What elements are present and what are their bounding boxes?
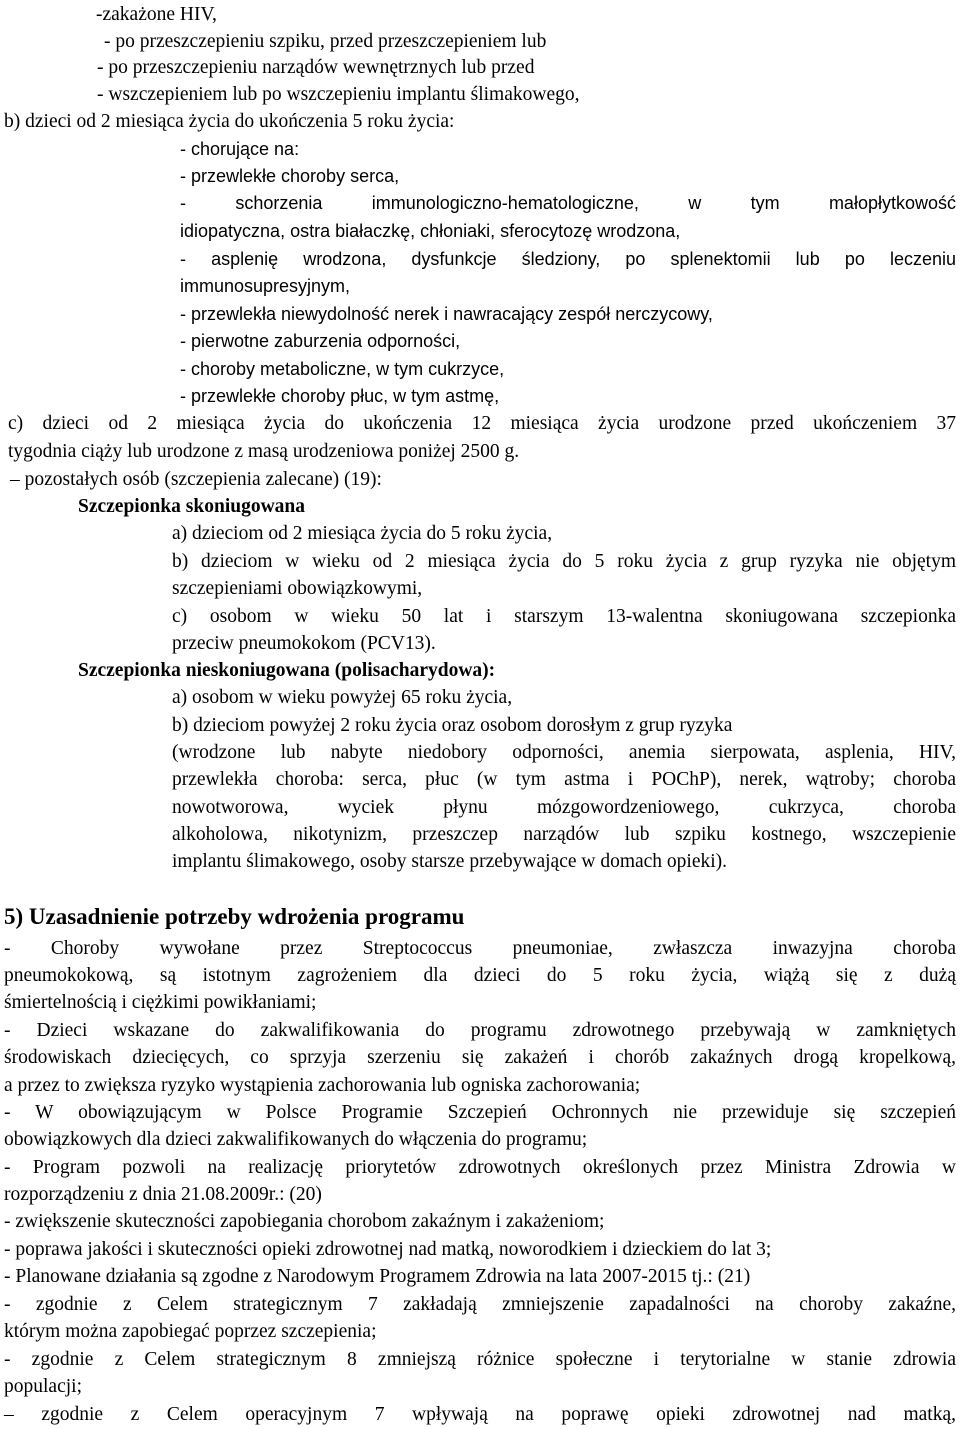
text-line: pneumokokową, są istotnym zagrożeniem dla dzieci do 5 roku życia, wiążą się z dużą xyxy=(4,965,956,986)
text-line: śmiertelnością i ciężkimi powikłaniami; xyxy=(4,992,317,1013)
text-line: - W obowiązującym w Polsce Programie Szczepień Ochronnych nie przewiduje się szczepień xyxy=(4,1102,956,1123)
text-line: - po przeszczepieniu narządów wewnętrznych lub przed xyxy=(97,57,535,78)
text-line: a przez to zwiększa ryzyko wystąpienia zachorowania lub ogniska zachorowania; xyxy=(4,1075,641,1096)
text-line: tygodnia ciąży lub urodzone z masą urodzeniowa poniżej 2500 g. xyxy=(8,441,520,462)
text-line: alkoholowa, nikotynizm, przeszczep narządów lub szpiku kostnego, wszczepienie xyxy=(172,824,956,845)
text-line: a) osobom w wieku powyżej 65 roku życia, xyxy=(172,687,513,708)
text-line: - pierwotne zaburzenia odporności, xyxy=(180,331,461,351)
text-line: c) osobom w wieku 50 lat i starszym 13-walentna skoniugowana szczepionka xyxy=(172,606,956,627)
text-line: idiopatyczna, ostra białaczkę, chłoniaki, sferocytozę wrodzona, xyxy=(180,221,681,241)
text-line: rozporządzeniu z dnia 21.08.2009r.: (20) xyxy=(4,1184,322,1205)
text-line: - zgodnie z Celem strategicznym 8 zmniejszą różnice społeczne i terytorialne w stanie zdrowia xyxy=(4,1349,956,1370)
text-line: - asplenię wrodzona, dysfunkcje śledziony, po splenektomii lub po leczeniu xyxy=(180,249,956,269)
text-line: b) dzieciom powyżej 2 roku życia oraz osobom dorosłym z grup ryzyka xyxy=(172,715,733,736)
text-line: obowiązkowych dla dzieci zakwalifikowanych do włączenia do programu; xyxy=(4,1129,588,1150)
text-line: - Choroby wywołane przez Streptococcus pneumoniae, zwłaszcza inwazyjna choroba xyxy=(4,938,956,959)
text-line: b) dzieci od 2 miesiąca życia do ukończenia 5 roku życia: xyxy=(4,111,455,132)
text-line: - schorzenia immunologiczno-hematologiczne, w tym małopłytkowość xyxy=(180,193,956,213)
text-line: immunosupresyjnym, xyxy=(180,276,351,296)
text-line: - Program pozwoli na realizację priorytetów zdrowotnych określonych przez Ministra Zdrowia w xyxy=(4,1157,956,1178)
text-line: nowotworowa, wyciek płynu mózgowordzeniowego, cukrzyca, choroba xyxy=(172,797,956,818)
text-line: - po przeszczepieniu szpiku, przed przeszczepieniem lub xyxy=(104,31,547,52)
text-line: – zgodnie z Celem operacyjnym 7 wpływają na poprawę opieki zdrowotnej nad matką, xyxy=(4,1404,956,1425)
text-line: którym można zapobiegać poprzez szczepienia; xyxy=(4,1321,377,1342)
text-line: środowiskach dziecięcych, co sprzyja szerzeniu się zakażeń i chorób zakaźnych drogą kropelkową, xyxy=(4,1047,956,1068)
text-line: przewlekła choroba: serca, płuc (w tym astma i POChP), nerek, wątroby; choroba xyxy=(172,769,956,790)
text-line: - wszczepieniem lub po wszczepieniu implantu ślimakowego, xyxy=(97,84,580,105)
text-line: - Dzieci wskazane do zakwalifikowania do programu zdrowotnego przebywają w zamkniętych xyxy=(4,1020,956,1041)
subheading: Szczepionka skoniugowana xyxy=(78,496,306,517)
text-line: implantu ślimakowego, osoby starsze przebywające w domach opieki). xyxy=(172,851,728,872)
text-line: b) dzieciom w wieku od 2 miesiąca życia do 5 roku życia z grup ryzyka nie objętym xyxy=(172,551,956,572)
text-line: - chorujące na: xyxy=(180,139,300,159)
section-heading: 5) Uzasadnienie potrzeby wdrożenia programu xyxy=(4,904,465,929)
text-line: - Planowane działania są zgodne z Narodowym Programem Zdrowia na lata 2007-2015 tj.: (21) xyxy=(4,1266,751,1287)
text-line: - zgodnie z Celem strategicznym 7 zakładają zmniejszenie zapadalności na choroby zakaźne, xyxy=(4,1294,956,1315)
text-line: (wrodzone lub nabyte niedobory odporności, anemia sierpowata, asplenia, HIV, xyxy=(172,742,956,763)
text-line: - zwiększenie skuteczności zapobiegania chorobom zakaźnym i zakażeniom; xyxy=(4,1211,605,1232)
text-line: - przewlekłe choroby płuc, w tym astmę, xyxy=(180,386,500,406)
subheading: Szczepionka nieskoniugowana (polisacharydowa): xyxy=(78,660,496,681)
text-line: c) dzieci od 2 miesiąca życia do ukończenia 12 miesiąca życia urodzone przed ukończeniem 37 xyxy=(8,413,956,434)
text-line: - przewlekłe choroby serca, xyxy=(180,166,400,186)
text-line: – pozostałych osób (szczepienia zalecane) (19): xyxy=(10,469,382,490)
text-line: populacji; xyxy=(4,1376,82,1397)
text-line: a) dzieciom od 2 miesiąca życia do 5 roku życia, xyxy=(172,523,553,544)
text-line: - przewlekła niewydolność nerek i nawracający zespół nerczycowy, xyxy=(180,304,713,324)
text-line: - choroby metaboliczne, w tym cukrzyce, xyxy=(180,359,505,379)
text-line: - poprawa jakości i skuteczności opieki zdrowotnej nad matką, noworodkiem i dzieckiem do lat 3; xyxy=(4,1239,772,1260)
text-line: -zakażone HIV, xyxy=(96,4,217,25)
text-line: szczepieniami obowiązkowymi, xyxy=(172,578,423,599)
text-line: przeciw pneumokokom (PCV13). xyxy=(172,633,436,654)
